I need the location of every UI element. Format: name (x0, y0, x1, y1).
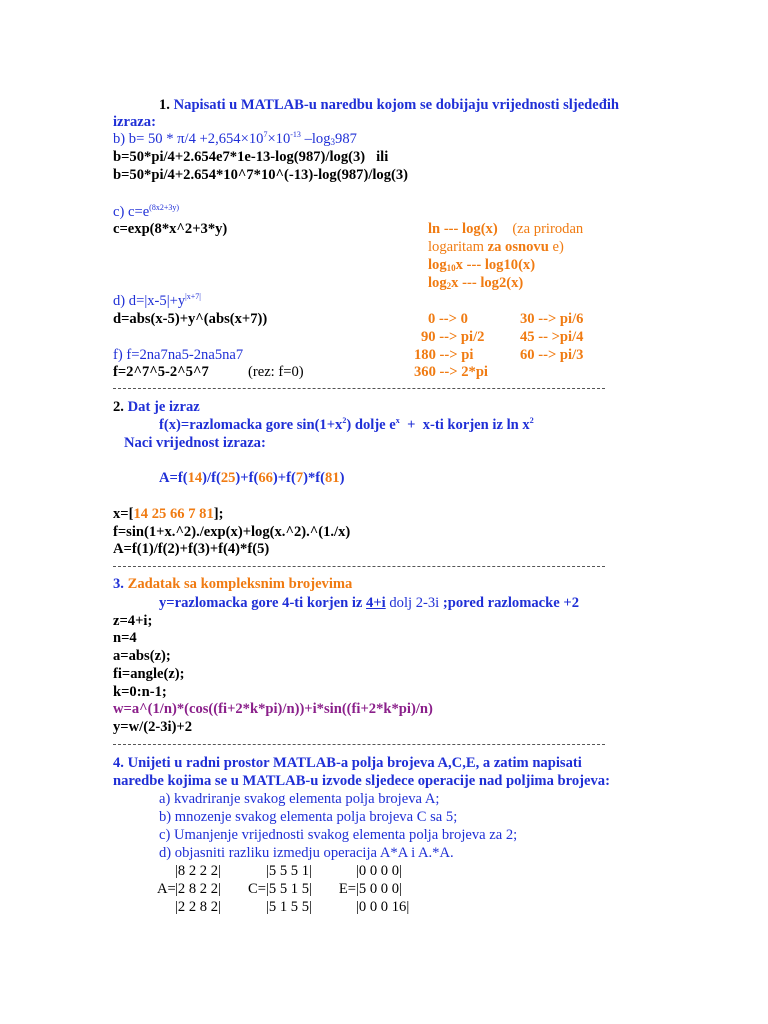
angle-row-0b: 30 --> pi/6 (520, 311, 584, 327)
task1-title-cont: izraza: (113, 114, 156, 130)
matrix-E-row-2: |0 0 0 16| (356, 899, 410, 915)
task2-title: 2. Dat je izraz (113, 399, 200, 415)
matrix-A-row-1: |2 8 2 2| (175, 881, 221, 897)
matrix-A-row-2: |2 2 8 2| (175, 899, 221, 915)
angle-row-1b: 45 -- >pi/4 (520, 329, 584, 345)
task1-b-expression: b) $b= 50 * \pi/4 +2,654\times 10^7\times 10^{-13}$ $-\log_3987$ (113, 130, 357, 147)
task2-x-vector: x=[14 25 66 7 81]; (113, 506, 224, 522)
task1-f-code: f=2^7^5-2^5^7 (113, 364, 209, 380)
task1-c-code: c=exp(8*x^2+3*y) (113, 221, 228, 237)
task4-item-a: a) kvadriranje svakog elementa polja brojeva A; (159, 791, 440, 807)
task3-w-line: w=a^(1/n)*(cos((fi+2*k*pi)/n))+i*sin((fi+2*k*pi)/n) (113, 701, 433, 717)
separator (113, 744, 605, 745)
task1-f-expression: f) f=2na7na5-2na5na7 (113, 347, 244, 363)
task1-title (159, 96, 619, 114)
task3-title: 3. Zadatak sa kompleksnim brojevima (113, 576, 353, 592)
task4-item-c: c) Umanjenje vrijednosti svakog elementa polja brojeva za 2; (159, 827, 518, 843)
angle-row-1a: 90 --> pi/2 (421, 329, 485, 345)
note-ln: ln --- log(x) (za prirodan (428, 221, 584, 237)
task3-y-description: y=razlomacka gore 4-ti korjen iz 4+i dolj 2-3i ;pored razlomacke +2 (159, 595, 580, 611)
task4-title: 4. Unijeti u radni prostor MATLAB-a polja brojeva A,C,E, a zatim napisati (113, 755, 582, 771)
task4-title-cont: naredbe kojima se u MATLAB-u izvode sljedece operacije nad poljima brojeva: (113, 773, 610, 789)
task1-b-code1: b=50*pi/4+2.654e7*1e-13-log(987)/log(3) ili (113, 149, 389, 165)
matrix-A-row-0: |8 2 2 2| (175, 863, 221, 879)
matrix-C-row-0: |5 5 5 1| (266, 863, 312, 879)
note-ln-cont: logaritam za osnovu e) (428, 239, 564, 255)
task1-d-code: d=abs(x-5)+y^(abs(x+7)) (113, 311, 268, 327)
matrix-E-row-1: |5 0 0 0| (356, 881, 402, 897)
task2-code2: A=f(1)/f(2)+f(3)+f(4)*f(5) (113, 541, 270, 557)
task2-code1: f=sin(1+x.^2)./exp(x)+log(x.^2).^(1./x) (113, 524, 351, 540)
task1-title-text: Napisati u MATLAB-u naredbu kojom se dobijaju vrijednosti sljedeđih (173, 97, 620, 113)
matrix-C-label: C= (248, 881, 266, 897)
angle-row-2a: 180 --> pi (414, 347, 474, 363)
task1-c-expression: c) $c=e^{(8x2+3y)}$ (113, 203, 180, 220)
angle-row-0a: 0 --> 0 (428, 311, 468, 327)
task3-code-2: a=abs(z); (113, 648, 171, 664)
separator (113, 388, 605, 389)
task2-f-line: f(x)=razlomacka gore $\sin(1+x^2)$ dolje $e^x + x-ti$ korjen iz $\ln x^2$ (159, 416, 534, 433)
task1-d-expression: d) $d=|x-5|+y^{|x+7|}$ (113, 292, 201, 309)
task1-f-result: (rez: f=0) (248, 364, 304, 380)
matrix-C-row-2: |5 1 5 5| (266, 899, 312, 915)
separator (113, 566, 605, 567)
task3-code-3: fi=angle(z); (113, 666, 185, 682)
task4-item-d: d) objasniti razliku izmedju operacija A*A i A.*A. (159, 845, 454, 861)
task3-code-1: n=4 (113, 630, 137, 646)
angle-row-2b: 60 --> pi/3 (520, 347, 584, 363)
matrix-C-row-1: |5 5 1 5| (266, 881, 312, 897)
task2-A-expression: A=f(14)/f(25)+f(66)+f(7)*f(81) (159, 470, 345, 486)
task1-number: 1. (159, 97, 170, 113)
matrix-E-label: E= (338, 881, 356, 897)
task3-y-line: y=w/(2-3i)+2 (113, 719, 193, 735)
note-log2: $\log_2x$ --- log2(x) (428, 275, 524, 291)
note-log10: $\log_{10}x$ --- log10(x) (428, 257, 536, 273)
angle-row-3a: 360 --> 2*pi (414, 364, 488, 380)
matrix-E-row-0: |0 0 0 0| (356, 863, 402, 879)
task4-item-b: b) mnozenje svakog elementa polja brojeva C sa 5; (159, 809, 458, 825)
task1-b-code2: b=50*pi/4+2.654*10^7*10^(-13)-log(987)/log(3) (113, 167, 409, 183)
task3-code-0: z=4+i; (113, 613, 153, 629)
matrix-A-label: A= (157, 881, 176, 897)
task2-naci: Naci vrijednost izraza: (124, 435, 266, 451)
task3-code-4: k=0:n-1; (113, 684, 167, 700)
